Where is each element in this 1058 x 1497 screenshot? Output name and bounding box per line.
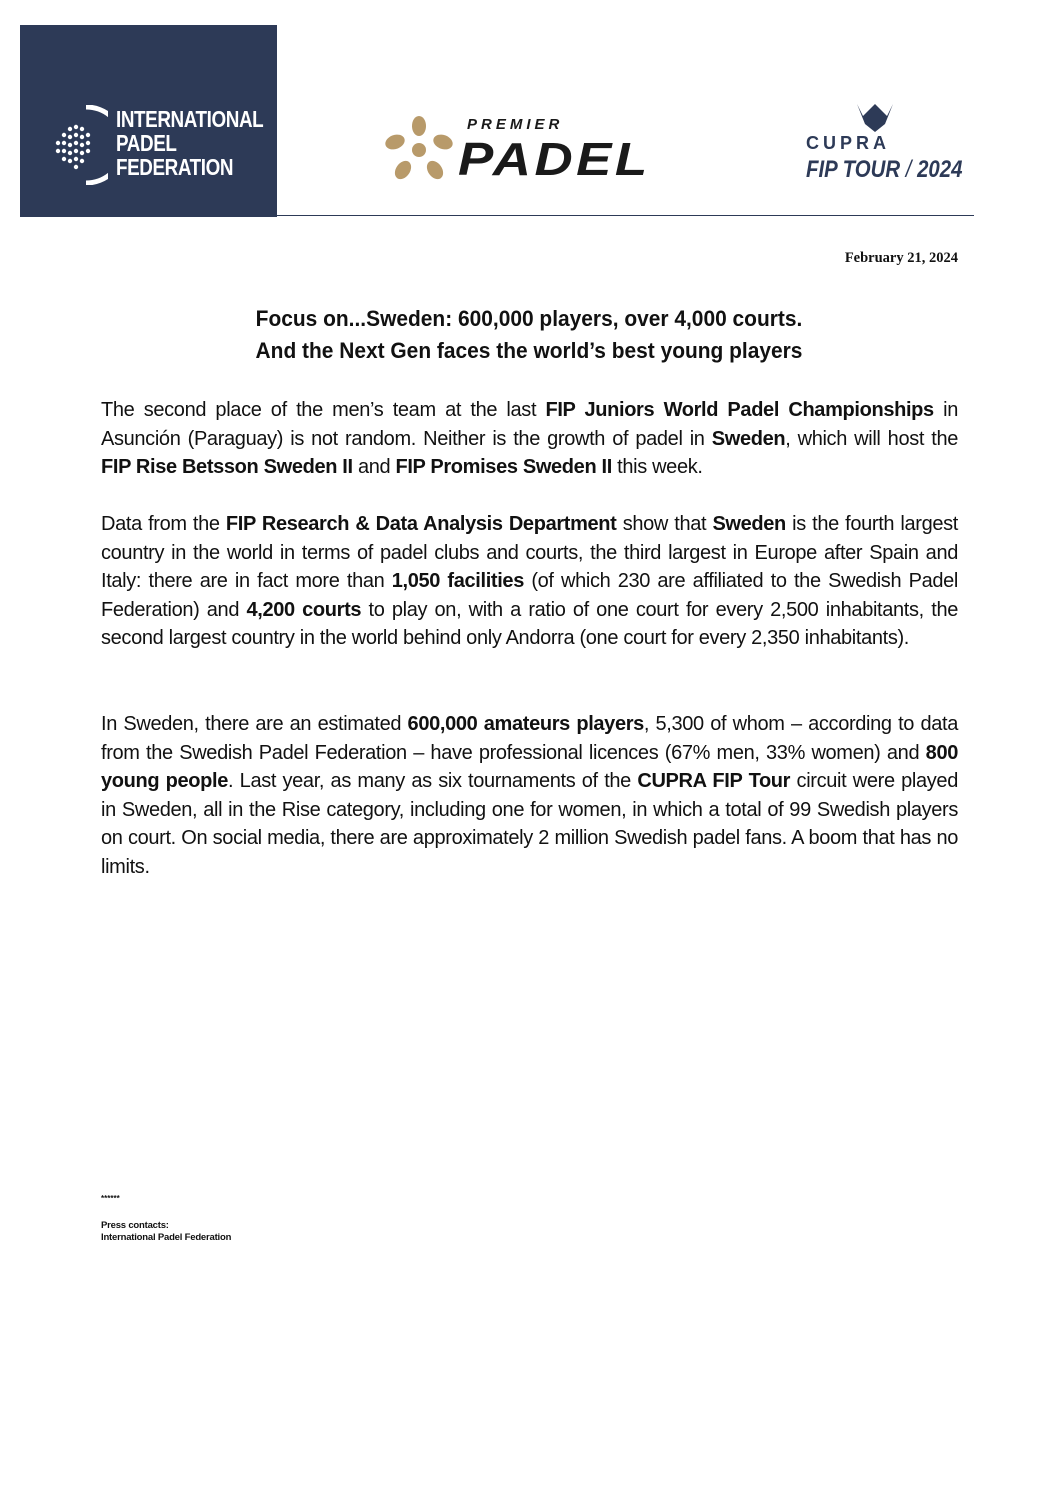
text-run: and	[352, 456, 396, 479]
press-contacts-label: Press contacts:	[101, 1220, 169, 1231]
bold-run: Sweden	[712, 513, 786, 535]
cupra-brand-text: CUPRA	[806, 133, 891, 153]
body-paragraph-1	[101, 396, 958, 482]
press-contacts-org: International Padel Federation	[101, 1232, 232, 1243]
body-paragraph-3	[101, 710, 958, 882]
text-run: The second place of the men’s team at the last	[101, 399, 546, 421]
text-run: Data from the	[101, 513, 226, 535]
text-run: is the fourth largest country in the world in terms of padel clubs and courts, the third largest in Europe after Spain and Italy: there are in fact more than	[101, 513, 958, 593]
fip-logo-block	[20, 25, 277, 217]
bold-run: FIP Research & Data Analysis Department	[225, 513, 617, 535]
text-run: show that	[616, 513, 713, 535]
bold-run: 1,050 facilities	[391, 570, 524, 593]
padel-ball-icon	[50, 105, 108, 185]
bold-run: 4,200 courts	[246, 598, 362, 621]
press-contacts	[101, 1220, 231, 1244]
text-run: , which will host the	[785, 427, 958, 450]
body-paragraph-2	[101, 510, 958, 653]
fip-tour-title: FIP TOUR / 2024	[806, 156, 963, 183]
bold-run: Sweden	[711, 427, 786, 450]
header-divider	[277, 215, 974, 216]
text-run: in Asunción (Paraguay) is not random. Neither is the growth of padel in	[101, 399, 958, 450]
text-run: to play on, with a ratio of one court for every 2,500 inhabitants, the second largest country in the world behind only Andorra (one court for every 2,350 inhabitants).	[101, 598, 958, 650]
release-date: February 21, 2024	[844, 250, 958, 266]
text-run: . Last year, as many as six tournaments of the	[228, 770, 638, 793]
bold-run: 800 young people	[101, 741, 958, 793]
text-run: In Sweden, there are an estimated	[101, 713, 408, 735]
page-title	[130, 303, 928, 367]
bold-run: FIP Rise Betsson Sweden II	[101, 456, 353, 479]
separator-asterisks: ******	[101, 1194, 120, 1203]
bold-run: FIP Juniors World Padel Championships	[545, 399, 934, 421]
fip-logo-text: INTERNATIONAL PADEL FEDERATION	[116, 106, 264, 180]
title-line-1: Focus on...Sweden: 600,000 players, over 4,000 courts.	[255, 306, 803, 331]
premier-padel-top-text: PREMIER	[467, 116, 564, 133]
text-run: this week.	[611, 456, 703, 479]
text-run: circuit were played in Sweden, all in the Rise category, including one for women, in which a total of 99 Swedish players on court. On social media, there are approximately 2 million Swedish padel fans. A boom that has no limits.	[101, 770, 958, 878]
bold-run: FIP Promises Sweden II	[395, 456, 612, 479]
bold-run: 600,000 amateurs players	[407, 713, 644, 735]
premier-padel-main-text: PADEL	[458, 133, 651, 185]
text-run: , 5,300 of whom – according to data from the Swedish Padel Federation – have professional licences (67% men, 33% women) and	[101, 713, 958, 764]
text-run: (of which 230 are affiliated to the Swedish Padel Federation) and	[101, 570, 958, 621]
title-line-2: And the Next Gen faces the world’s best young players	[255, 338, 803, 363]
bold-run: CUPRA FIP Tour	[637, 770, 791, 793]
